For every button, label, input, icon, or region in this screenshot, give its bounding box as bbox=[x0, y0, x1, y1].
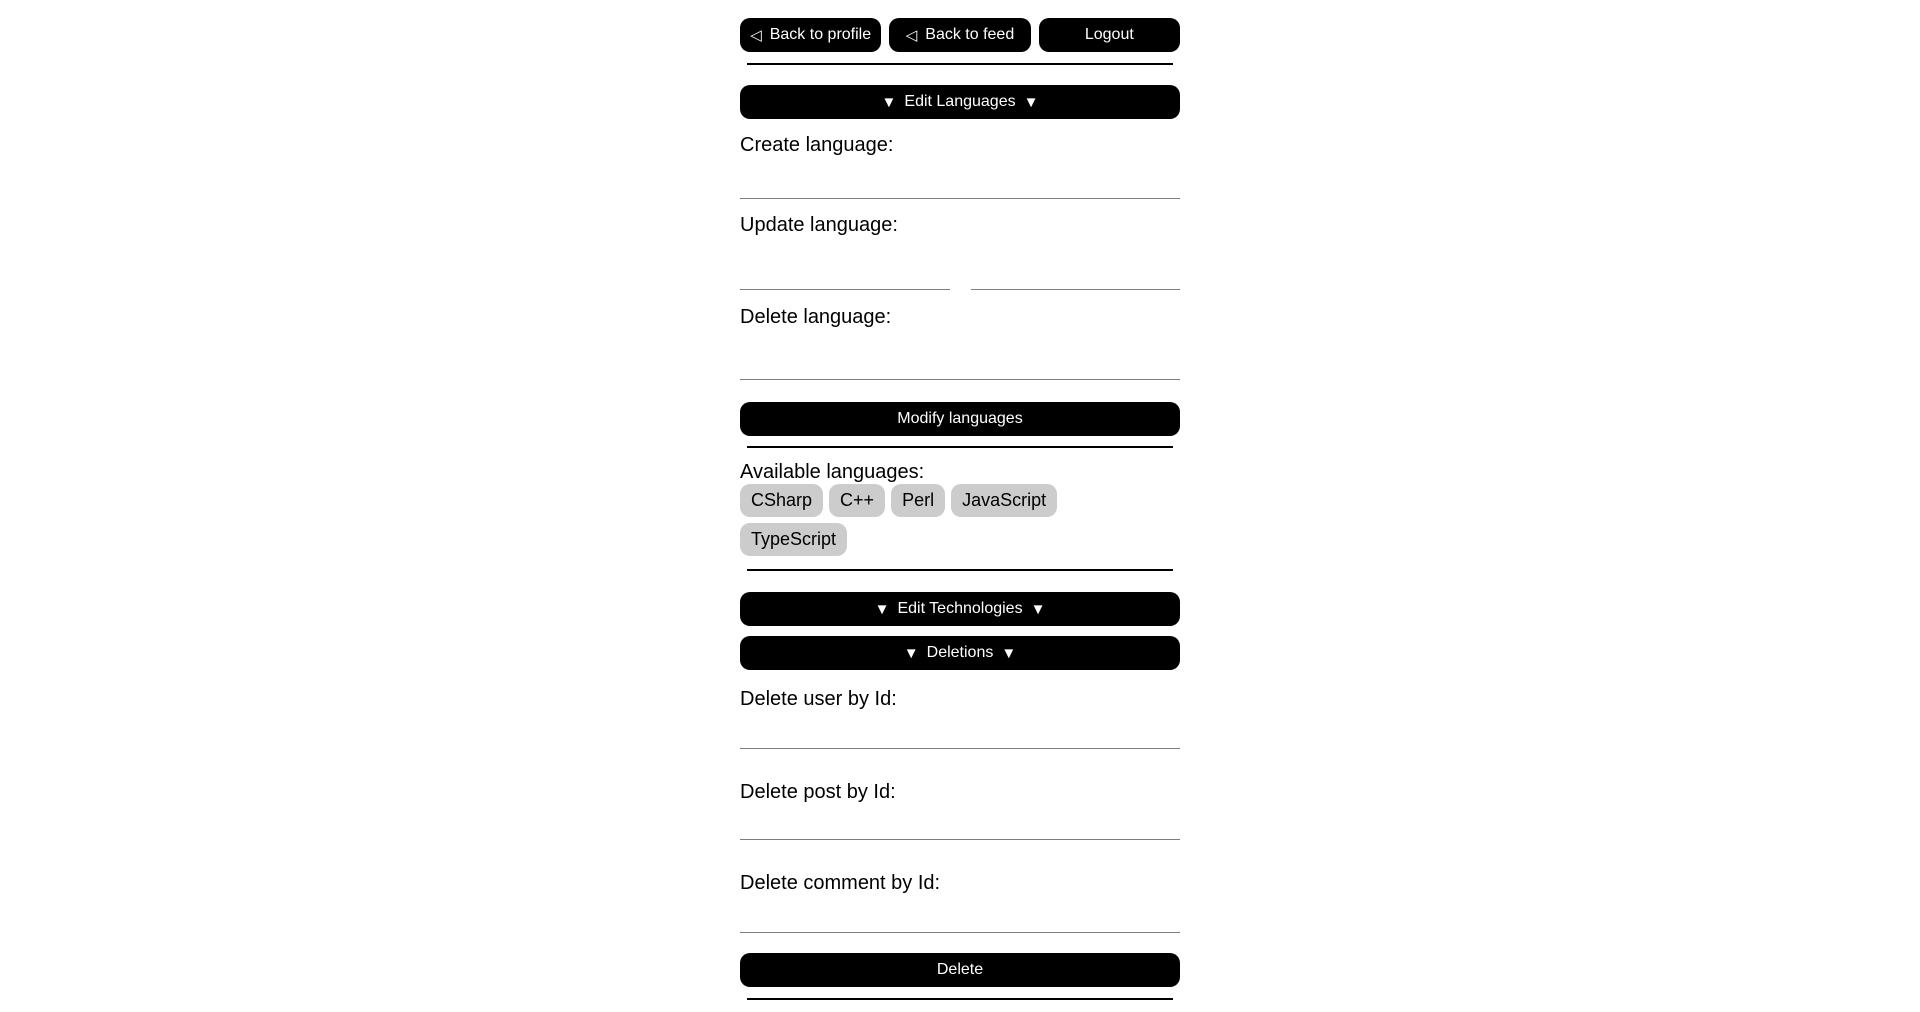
delete-comment-id-input[interactable] bbox=[740, 907, 1180, 933]
available-languages-label: Available languages: bbox=[740, 461, 925, 483]
edit-languages-toggle-label: Edit Languages bbox=[904, 93, 1016, 110]
triangle-down-icon: ▼ bbox=[1023, 93, 1039, 111]
edit-technologies-toggle[interactable] bbox=[740, 592, 1180, 626]
update-language-input-2[interactable] bbox=[971, 264, 1181, 290]
back-to-feed-button[interactable] bbox=[889, 18, 1030, 52]
create-language-input[interactable] bbox=[740, 173, 1180, 199]
update-language-label: Update language: bbox=[740, 214, 898, 236]
update-language-input-1[interactable] bbox=[740, 264, 950, 290]
back-to-profile-label: Back to profile bbox=[769, 26, 872, 43]
top-nav bbox=[740, 18, 1180, 52]
triangle-down-icon: ▼ bbox=[1001, 644, 1017, 662]
delete-comment-label: Delete comment by Id: bbox=[740, 872, 941, 894]
triangle-down-icon: ▼ bbox=[874, 600, 890, 618]
language-tag: Perl bbox=[891, 484, 945, 517]
delete-user-id-input[interactable] bbox=[740, 723, 1180, 749]
update-language-inputs bbox=[740, 264, 1180, 290]
delete-button-label: Delete bbox=[936, 961, 984, 978]
language-tag: CSharp bbox=[740, 484, 823, 517]
divider bbox=[747, 63, 1173, 65]
available-languages-list bbox=[740, 484, 1140, 556]
triangle-left-icon: ◁ bbox=[750, 26, 762, 44]
divider bbox=[747, 998, 1173, 1000]
delete-user-label: Delete user by Id: bbox=[740, 688, 897, 710]
logout-button[interactable] bbox=[1039, 18, 1180, 52]
triangle-left-icon: ◁ bbox=[905, 26, 918, 44]
back-to-feed-label: Back to feed bbox=[925, 26, 1015, 43]
triangle-down-icon: ▼ bbox=[903, 644, 919, 662]
language-tag: TypeScript bbox=[740, 523, 847, 556]
delete-button[interactable] bbox=[740, 953, 1180, 987]
delete-post-id-input[interactable] bbox=[740, 814, 1180, 840]
create-language-label: Create language: bbox=[740, 134, 894, 156]
delete-language-input[interactable] bbox=[740, 354, 1180, 380]
deletions-toggle-label: Deletions bbox=[926, 644, 994, 661]
triangle-down-icon: ▼ bbox=[881, 93, 897, 111]
delete-post-label: Delete post by Id: bbox=[740, 781, 896, 803]
deletions-toggle[interactable] bbox=[740, 636, 1180, 670]
language-tag: C++ bbox=[829, 484, 885, 517]
triangle-down-icon: ▼ bbox=[1030, 600, 1046, 618]
edit-languages-toggle[interactable] bbox=[740, 85, 1180, 119]
delete-language-label: Delete language: bbox=[740, 306, 892, 328]
back-to-profile-button[interactable] bbox=[740, 18, 881, 52]
modify-languages-label: Modify languages bbox=[897, 410, 1023, 427]
language-tag: JavaScript bbox=[951, 484, 1057, 517]
divider bbox=[747, 569, 1173, 571]
divider bbox=[747, 446, 1173, 448]
logout-label: Logout bbox=[1084, 26, 1134, 43]
admin-panel bbox=[740, 0, 1180, 1000]
edit-technologies-toggle-label: Edit Technologies bbox=[897, 600, 1023, 617]
modify-languages-button[interactable] bbox=[740, 402, 1180, 436]
